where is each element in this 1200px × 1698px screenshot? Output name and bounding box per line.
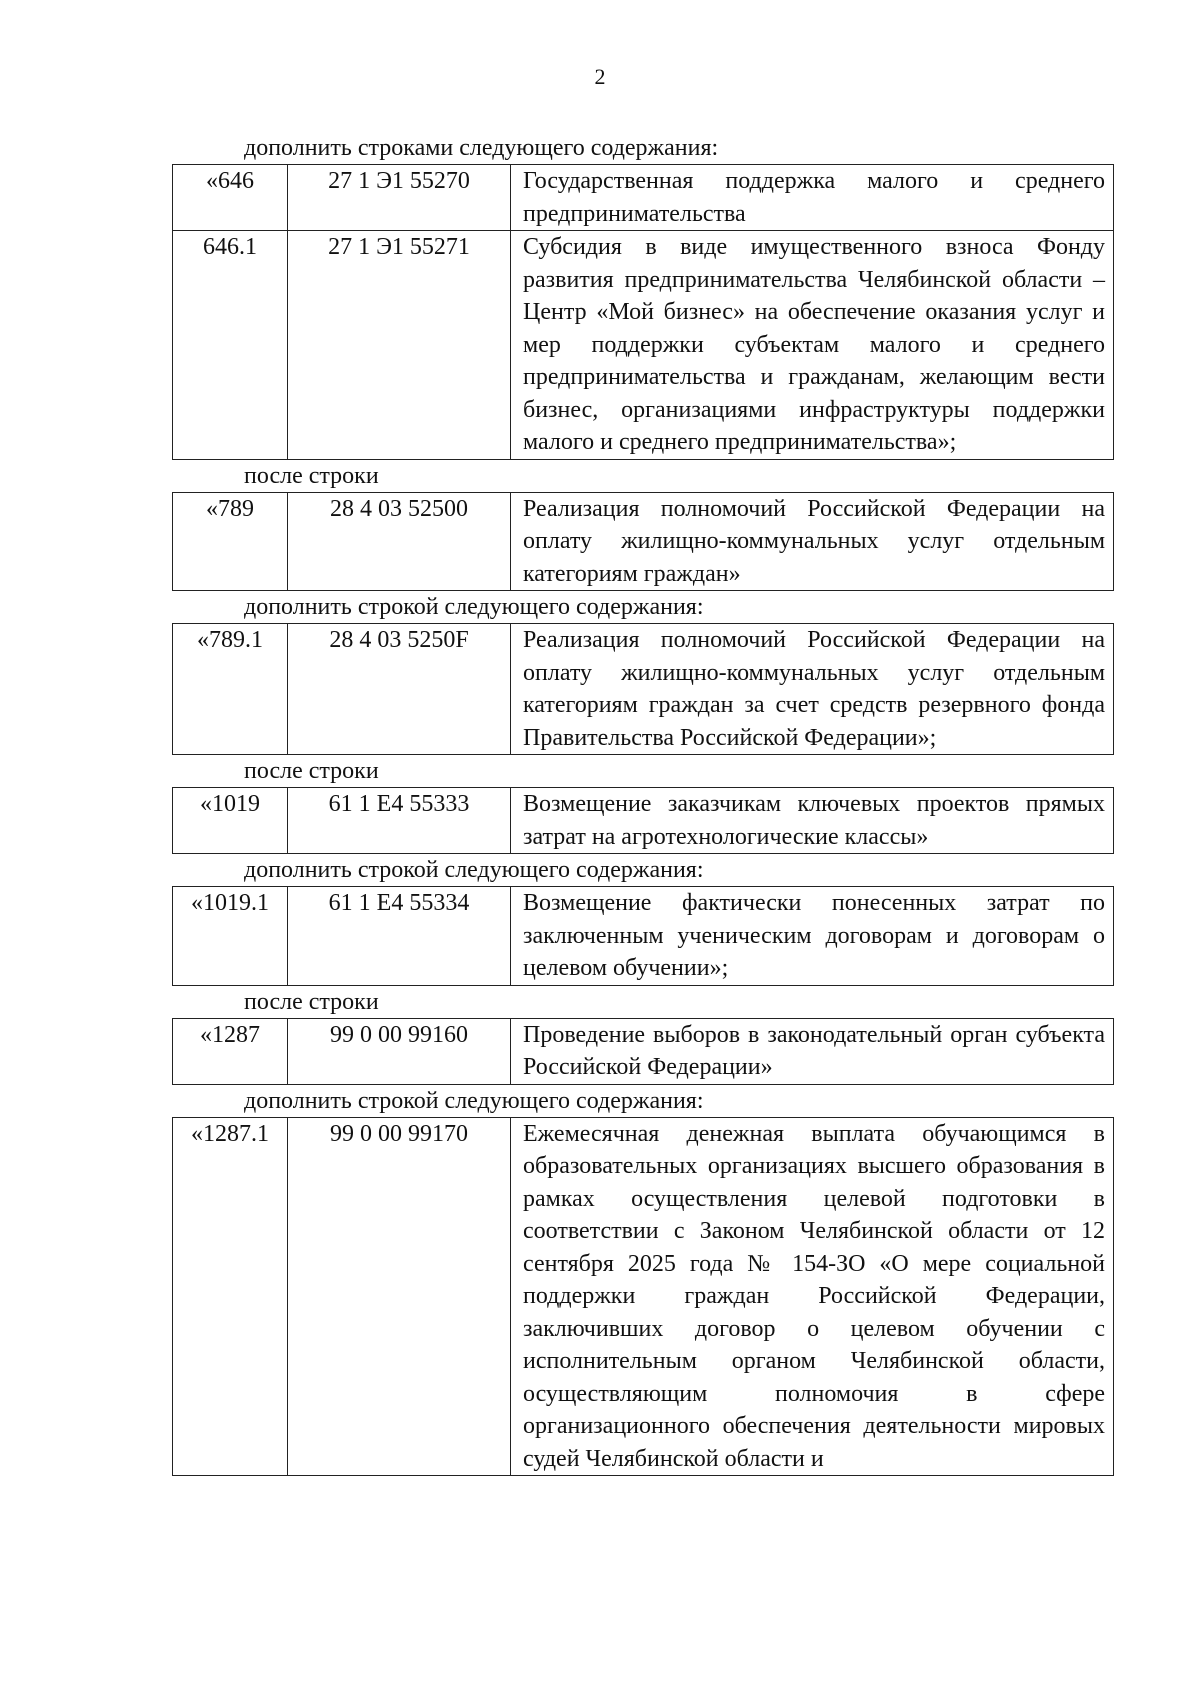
row-number: «1287	[173, 1018, 288, 1084]
amendment-table	[172, 1117, 1114, 1477]
row-code: 61 1 E4 55333	[288, 788, 511, 854]
row-number: «1019	[173, 788, 288, 854]
table-row	[173, 1018, 1114, 1084]
table-row	[173, 788, 1114, 854]
row-number: «1019.1	[173, 887, 288, 986]
table-row	[173, 1117, 1114, 1476]
table-row	[173, 165, 1114, 231]
instruction-text: после строки	[244, 988, 379, 1015]
row-description: Возмещение заказчикам ключевых проектов прямых затрат на агротехнологические классы»	[511, 788, 1114, 854]
row-code: 27 1 Э1 55271	[288, 231, 511, 460]
row-description: Реализация полномочий Российской Федерации на оплату жилищно-коммунальных услуг отдельным категориям граждан за счет средств резервного фонда Правительства Российской Федерации»;	[511, 624, 1114, 755]
amendment-table	[172, 886, 1114, 986]
instruction-text: дополнить строкой следующего содержания:	[244, 1087, 704, 1114]
table-row	[173, 624, 1114, 755]
reference-table	[172, 1018, 1114, 1085]
row-description: Государственная поддержка малого и среднего предпринимательства	[511, 165, 1114, 231]
row-number: «1287.1	[173, 1117, 288, 1476]
row-number: 646.1	[173, 231, 288, 460]
instruction-text: дополнить строкой следующего содержания:	[244, 857, 704, 883]
table-row	[173, 887, 1114, 986]
table-row	[173, 231, 1114, 460]
row-description: Проведение выборов в законодательный орган субъекта Российской Федерации»	[511, 1018, 1114, 1084]
amendment-table	[172, 623, 1114, 755]
row-number: «789.1	[173, 624, 288, 755]
instruction-text: дополнить строкой следующего содержания:	[244, 594, 704, 620]
document-body	[172, 132, 1114, 1476]
row-description: Возмещение фактически понесенных затрат по заключенным ученическим договорам и договорам о целевом обучении»;	[511, 887, 1114, 986]
row-code: 61 1 E4 55334	[288, 887, 511, 986]
row-description: Ежемесячная денежная выплата обучающимся в образовательных организациях высшего образования в рамках осуществления целевой подготовки в соответствии с Законом Челябинской области от 12 сентября 2025 года № 154-ЗО «О мере социальной поддержки граждан Российской Федерации, заключивших договор о целевом обучении с исполнительным органом Челябинской области, осуществляющим полномочия в сфере организационного обеспечения деятельности мировых судей Челябинской области и	[511, 1117, 1114, 1476]
row-code: 28 4 03 5250F	[288, 624, 511, 755]
instruction-text: дополнить строками следующего содержания:	[244, 135, 719, 161]
row-description: Субсидия в виде имущественного взноса Фонду развития предпринимательства Челябинской области – Центр «Мой бизнес» на обеспечение оказания услуг и мер поддержки субъектам малого и среднего предпринимательства и гражданам, желающим вести бизнес, организациями инфраструктуры поддержки малого и среднего предпринимательства»;	[511, 231, 1114, 460]
reference-table	[172, 787, 1114, 854]
page-number: 2	[594, 64, 606, 89]
row-description: Реализация полномочий Российской Федерации на оплату жилищно-коммунальных услуг отдельным категориям граждан»	[511, 492, 1114, 591]
row-number: «646	[173, 165, 288, 231]
reference-table	[172, 492, 1114, 592]
row-code: 27 1 Э1 55270	[288, 165, 511, 231]
amendment-table	[172, 164, 1114, 460]
row-code: 99 0 00 99160	[288, 1018, 511, 1084]
row-code: 99 0 00 99170	[288, 1117, 511, 1476]
instruction-text: после строки	[244, 758, 379, 784]
row-code: 28 4 03 52500	[288, 492, 511, 591]
table-row	[173, 492, 1114, 591]
row-number: «789	[173, 492, 288, 591]
instruction-text: после строки	[244, 462, 379, 489]
